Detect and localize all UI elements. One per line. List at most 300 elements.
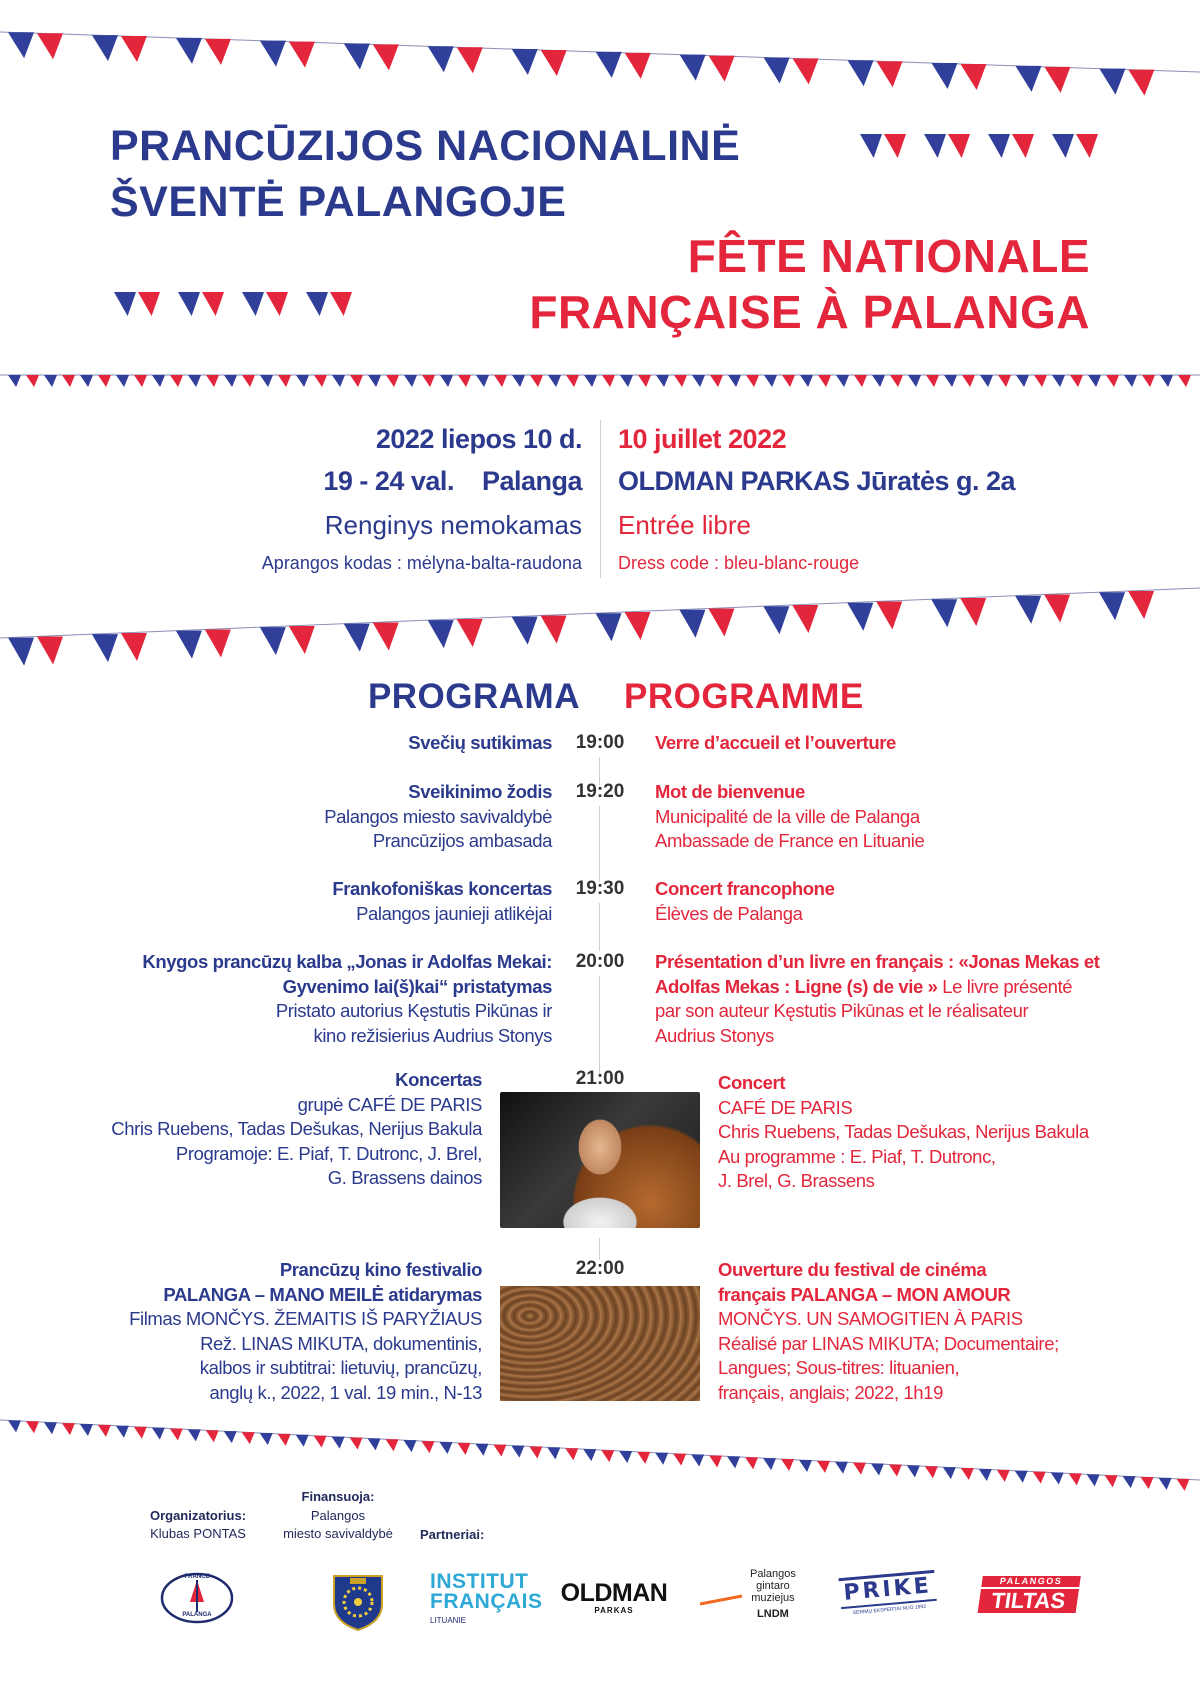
bunting-flag <box>330 292 352 316</box>
bunting-flag <box>691 1455 704 1467</box>
bunting-flag <box>344 624 370 652</box>
event-fr-line: Réalisé par LINAS MIKUTA; Documentaire; <box>718 1332 1059 1354</box>
partners-label: Partneriai: <box>420 1527 485 1542</box>
bunting-flag <box>296 375 309 387</box>
bunting-flag <box>638 375 651 387</box>
event-fr-line: français, anglais; 2022, 1h19 <box>718 1381 943 1403</box>
bunting-flag <box>1034 375 1047 387</box>
event-lt-line: Palangos jaunieji atlikėjai <box>356 902 552 924</box>
event-lt-line: G. Brassens dainos <box>327 1167 482 1188</box>
museum-logo-text <box>750 1568 796 1620</box>
bunting-flag <box>800 375 813 387</box>
bunting-flag <box>871 1464 884 1476</box>
event-fr-title: Présentation d’un livre en français : «Jonas Mekas et <box>655 951 1100 972</box>
bunting-flag <box>529 1446 542 1458</box>
bunting-flag <box>1015 1471 1028 1483</box>
bunting-rope <box>0 32 1200 72</box>
event-lt-block <box>60 1068 482 1191</box>
bunting-flag <box>960 64 986 90</box>
program-heading-lt: PROGRAMA <box>367 677 580 716</box>
institut-francais-logo <box>430 1570 543 1630</box>
institut-logo-line-1: INSTITUT <box>430 1570 529 1593</box>
bunting-flag <box>458 375 471 387</box>
event-lt-title: Knygos prancūzų kalba „Jonas ir Adolfas Mekai: <box>142 951 552 972</box>
funder-line: miesto savivaldybė <box>283 1526 393 1541</box>
info-fr-dress: Dress code : bleu-blanc-rouge <box>618 553 860 573</box>
bunting-flag <box>847 603 873 631</box>
bunting-flag <box>727 1456 740 1468</box>
info-lt-dress: Aprangos kodas : mėlyna-balta-raudona <box>261 553 582 573</box>
event-fr-line: par son auteur Kęstutis Pikūnas et le réalisateur <box>655 1000 1029 1021</box>
bunting-flag <box>948 134 970 158</box>
event-time: 19:30 <box>575 878 625 899</box>
event-time: 20:00 <box>575 951 625 972</box>
bunting-flag <box>80 1424 93 1436</box>
bunting-flag <box>710 375 723 387</box>
oldman-logo-line-1: OLDMAN <box>560 1579 668 1607</box>
bunting-flag <box>709 56 735 82</box>
bunting-flag <box>8 375 21 387</box>
info-fr-date: 10 juillet 2022 <box>618 424 787 454</box>
bunting-flag <box>1177 1479 1190 1491</box>
event-time: 22:00 <box>575 1258 625 1279</box>
bunting-flag <box>8 638 34 666</box>
event-time: 21:00 <box>575 1068 625 1089</box>
event-lt-title: Gyvenimo lai(š)kai“ pristatymas <box>282 975 552 997</box>
bunting-flag <box>961 1468 974 1480</box>
event-lt-line: Programoje: E. Piaf, T. Dutronc, J. Brel, <box>175 1142 482 1164</box>
bunting-flag <box>368 375 381 387</box>
bunting-flag <box>793 58 819 84</box>
bunting-flag <box>8 32 34 58</box>
bunting-flag <box>98 1425 111 1437</box>
bunting-flag <box>1159 1478 1172 1490</box>
event-lt-title: Prancūzų kino festivalio <box>279 1259 482 1280</box>
bunting-flag <box>403 1440 416 1452</box>
bunting-flag <box>854 375 867 387</box>
palangos-tiltas-logo <box>977 1576 1081 1616</box>
bunting-flag <box>962 375 975 387</box>
bunting-flag <box>931 63 957 89</box>
bunting-flag <box>877 61 903 87</box>
bunting-flag <box>386 1439 399 1451</box>
museum-logo-line: muziejus <box>751 1592 795 1604</box>
bunting-flag <box>92 634 118 662</box>
oldman-parkas-logo <box>552 1580 676 1620</box>
bunting-flag <box>679 610 705 638</box>
bunting-flag <box>998 375 1011 387</box>
bunting-flag <box>176 631 202 659</box>
event-fr-line: Élèves de Palanga <box>655 902 803 924</box>
bunting-flag <box>745 1457 758 1469</box>
bunting-flag <box>872 375 885 387</box>
bunting-flag <box>1128 70 1154 96</box>
bunting-flag <box>1128 591 1154 619</box>
bunting-flag <box>625 53 651 79</box>
event-fr-block <box>718 1258 1188 1405</box>
bunting-flag <box>1099 69 1125 95</box>
event-fr-title: Mot de bienvenue <box>655 781 805 802</box>
funder-line: Palangos <box>310 1508 366 1523</box>
bunting-flag <box>853 1463 866 1475</box>
bunting-flag <box>373 44 399 70</box>
bunting-flag <box>889 1464 902 1476</box>
event-lt-line: Prancūzijos ambasada <box>372 830 552 851</box>
bunting-flag <box>350 1437 363 1449</box>
bunting-flag <box>386 375 399 387</box>
bunting-flag <box>439 1442 452 1454</box>
bunting-flag <box>205 39 231 65</box>
bunting-flag <box>1069 1473 1082 1485</box>
bunting-flag <box>728 375 741 387</box>
bunting-flag <box>368 1438 381 1450</box>
bunting-flag <box>764 375 777 387</box>
title-lithuanian <box>110 118 870 230</box>
event-time: 19:20 <box>575 781 625 802</box>
event-lt-title: PALANGA – MANO MEILĖ atidarymas <box>163 1283 482 1305</box>
bunting-flag <box>314 1436 327 1448</box>
bunting-flag <box>997 1470 1010 1482</box>
bunting-flag <box>1015 596 1041 624</box>
event-lt-block <box>60 780 552 854</box>
event-time: 19:00 <box>575 732 625 753</box>
bunting-flag <box>121 633 147 661</box>
bunting-flag <box>278 1434 291 1446</box>
bunting-flag <box>422 375 435 387</box>
bunting-flag <box>494 375 507 387</box>
bunting-flag <box>1044 67 1070 93</box>
bunting-rope <box>0 1420 1200 1480</box>
bunting-flag <box>344 43 370 69</box>
bunting-flag <box>960 598 986 626</box>
bunting-flag <box>332 375 345 387</box>
event-fr-line: Chris Ruebens, Tadas Dešukas, Nerijus Bakula <box>718 1121 1089 1142</box>
bunting-flag <box>511 1446 524 1458</box>
event-fr-title: français PALANGA – MON AMOUR <box>718 1283 1011 1305</box>
event-fr-line: CAFÉ DE PARIS <box>718 1096 853 1118</box>
bunting-flag <box>152 1428 165 1440</box>
title-lt-line-1: PRANCŪZIJOS NACIONALINĖ <box>110 122 741 170</box>
bunting-flag <box>170 1428 183 1440</box>
bunting-flag <box>530 375 543 387</box>
bunting-flag <box>1070 375 1083 387</box>
bunting-flag <box>1124 375 1137 387</box>
bunting-flag <box>1012 134 1034 158</box>
bunting-flag <box>242 375 255 387</box>
info-lt-date: 2022 liepos 10 d. <box>375 424 582 454</box>
event-lt-block <box>60 1258 482 1405</box>
bunting-flag <box>1052 375 1065 387</box>
bunting-flag <box>44 1422 57 1434</box>
bunting-flag <box>708 608 734 636</box>
bunting-flag <box>26 1421 39 1433</box>
bunting-flag <box>260 41 286 67</box>
event-lt-line: Pristato autorius Kęstutis Pikūnas ir <box>275 1000 552 1021</box>
bunting-flag <box>1123 1476 1136 1488</box>
event-lt-block <box>40 950 552 1048</box>
bunting-flag <box>1099 592 1125 620</box>
bunting-flag <box>202 292 224 316</box>
bunting-flag <box>188 1429 201 1441</box>
bunting-flag <box>37 33 63 59</box>
bunting-flag <box>134 1427 147 1439</box>
bunting-flag <box>1141 1477 1154 1489</box>
bunting-flag <box>296 1435 309 1447</box>
funder-label: Finansuoja: <box>301 1489 375 1504</box>
bunting-flag <box>925 1466 938 1478</box>
bunting-flag <box>116 1426 129 1438</box>
bunting-flag <box>746 375 759 387</box>
bunting-flag <box>836 375 849 387</box>
bunting-flag <box>242 1432 255 1444</box>
event-fr-line: Langues; Sous-titres: lituanien, <box>718 1357 960 1378</box>
event-lt-title: Sveikinimo žodis <box>408 781 552 802</box>
bunting-flag <box>1076 134 1098 158</box>
bunting-flag <box>1178 375 1191 387</box>
bunting-flag <box>92 35 118 61</box>
bunting-flag <box>583 1449 596 1461</box>
bunting-flag <box>289 626 315 654</box>
event-fr-block <box>655 780 1175 854</box>
event-lt-title: Koncertas <box>395 1069 482 1090</box>
bunting-flag <box>440 375 453 387</box>
bunting-flag <box>266 292 288 316</box>
amber-museum-logo <box>698 1568 808 1636</box>
bunting-flag <box>1052 134 1074 158</box>
oldman-logo-line-2: PARKAS <box>594 1606 634 1615</box>
bunting-flag <box>596 52 622 78</box>
bunting-flag <box>178 292 200 316</box>
event-fr-line: J. Brel, G. Brassens <box>718 1170 875 1191</box>
info-fr-free: Entrée libre <box>618 510 751 540</box>
event-fr-block <box>655 877 1175 926</box>
event-lt-line: Palangos miesto savivaldybė <box>324 805 552 827</box>
bunting-flag <box>799 1460 812 1472</box>
bunting-flag <box>763 1458 776 1470</box>
bunting-flag <box>541 615 567 643</box>
bunting-flag <box>188 375 201 387</box>
event-fr-line: Audrius Stonys <box>655 1024 774 1046</box>
bunting-flag <box>260 627 286 655</box>
bunting-flag <box>512 375 525 387</box>
bunting-flag <box>782 375 795 387</box>
bunting-flag <box>943 1467 956 1479</box>
bunting-flag <box>656 375 669 387</box>
bunting-flag <box>62 375 75 387</box>
bunting-flag <box>979 1469 992 1481</box>
bunting-flag <box>624 612 650 640</box>
prike-logo-line-1: PRIKE <box>842 1573 933 1606</box>
bunting-flag <box>541 50 567 76</box>
bunting-flag <box>37 636 63 664</box>
info-divider <box>600 420 601 578</box>
bunting-flag <box>547 1447 560 1459</box>
bunting-flag <box>224 375 237 387</box>
event-lt-line: grupė CAFÉ DE PARIS <box>297 1093 482 1115</box>
bunting-flag <box>176 38 202 64</box>
bunting-flag <box>926 375 939 387</box>
event-lt-line: kalbos ir subtitrai: lietuvių, prancūzų, <box>199 1357 482 1378</box>
bunting-flag <box>306 292 328 316</box>
bunting-flag <box>988 134 1010 158</box>
title-fr-line-2: FRANÇAISE À PALANGA <box>529 286 1090 338</box>
bunting-flag <box>114 292 136 316</box>
event-fr-block <box>655 950 1195 1048</box>
museum-logo-line: gintaro <box>756 1580 790 1592</box>
bunting-flag <box>692 375 705 387</box>
event-fr-line: Municipalité de la ville de Palanga <box>655 805 920 827</box>
bunting-flag <box>350 375 363 387</box>
bunting-flag <box>548 375 561 387</box>
bunting-flag <box>1087 1474 1100 1486</box>
bunting-flag <box>512 49 538 75</box>
event-lt-title: Frankofoniškas koncertas <box>332 878 552 899</box>
tiltas-logo-line-2: TILTAS <box>978 1589 1079 1613</box>
event-lt-title: Svečių sutikimas <box>408 732 552 753</box>
bunting-flag <box>566 375 579 387</box>
bunting-flag <box>1106 375 1119 387</box>
bunting-flag <box>512 617 538 645</box>
bunting-flag <box>884 134 906 158</box>
bunting-flag <box>673 1454 686 1466</box>
info-lt-free: Renginys nemokamas <box>324 510 582 540</box>
bunting-flag <box>1015 66 1041 92</box>
bunting-flag <box>404 375 417 387</box>
bunting-flag <box>457 1443 470 1455</box>
bunting-flag <box>170 375 183 387</box>
bunting-flag <box>373 622 399 650</box>
bunting-flag <box>890 375 903 387</box>
event-fr-title: Ouverture du festival de cinéma <box>718 1259 987 1280</box>
bunting-flag <box>206 375 219 387</box>
institut-logo-line-3: LITUANIE <box>430 1616 467 1625</box>
bunting-flag <box>242 292 264 316</box>
museum-logo-line: LNDM <box>757 1608 789 1620</box>
bunting-flag <box>457 47 483 73</box>
timeline-segment <box>599 1238 600 1260</box>
timeline-segment <box>599 976 600 1076</box>
bunting-flag <box>44 375 57 387</box>
bunting-flag <box>206 1430 219 1442</box>
bunting-flag <box>428 46 454 72</box>
bunting-flag <box>792 605 818 633</box>
pontas-logo-bottom-text: PALANGA <box>182 1612 212 1618</box>
title-french <box>470 228 1090 340</box>
prike-logo <box>836 1574 940 1624</box>
info-fr-place: OLDMAN PARKAS Jūratės g. 2a <box>618 466 1016 496</box>
bunting-flag <box>637 1452 650 1464</box>
event-fr-line: MONČYS. UN SAMOGITIEN À PARIS <box>718 1308 1023 1329</box>
bunting-flag <box>121 36 147 62</box>
palanga-coat-of-arms <box>330 1570 386 1632</box>
bunting-flag <box>1142 375 1155 387</box>
event-fr-title: Concert francophone <box>655 878 835 899</box>
museum-logo-line: Palangos <box>750 1568 796 1580</box>
title-fr-line-1: FÊTE NATIONALE <box>687 230 1090 282</box>
bunting-flag <box>781 1459 794 1471</box>
bunting-flag <box>980 375 993 387</box>
event-fr-title: Concert <box>718 1072 786 1093</box>
organizer-label: Organizatorius: <box>149 1508 247 1523</box>
bunting-flag <box>476 375 489 387</box>
timeline-segment <box>599 903 600 951</box>
bunting-flag <box>260 1433 273 1445</box>
concert-photo <box>500 1092 700 1228</box>
bunting-flag <box>152 375 165 387</box>
bunting-flag <box>619 1451 632 1463</box>
bunting-flag <box>907 1465 920 1477</box>
timeline-segment <box>599 806 600 882</box>
bunting-flag <box>565 1448 578 1460</box>
info-lt-time-place: 19 - 24 val. Palanga <box>323 466 582 496</box>
film-photo <box>500 1286 700 1401</box>
event-lt-block <box>60 877 552 926</box>
bunting-flag <box>1105 1475 1118 1487</box>
bunting-flag <box>62 1423 75 1435</box>
bunting-flag <box>289 42 315 68</box>
bunting-flag <box>764 57 790 83</box>
funder-block <box>268 1489 408 1541</box>
event-lt-line: kino režisierius Audrius Stonys <box>313 1024 552 1046</box>
bunting-flag <box>457 619 483 647</box>
bunting-flag <box>475 1444 488 1456</box>
bunting-flag <box>584 375 597 387</box>
bunting-flag <box>116 375 129 387</box>
bunting-flag <box>944 375 957 387</box>
title-lt-line-2: ŠVENTĖ PALANGOJE <box>110 178 567 226</box>
bunting-flag <box>876 601 902 629</box>
bunting-flag <box>1160 375 1173 387</box>
bunting-flag <box>8 1420 21 1432</box>
bunting-flag <box>493 1445 506 1457</box>
bunting-flag <box>260 375 273 387</box>
bunting-flag <box>620 375 633 387</box>
pontas-logo-top-text: FRANCE <box>184 1574 210 1580</box>
bunting-flag <box>655 1453 668 1465</box>
bunting-flag <box>332 1437 345 1449</box>
bunting-flag <box>680 55 706 81</box>
tiltas-logo-line-1: PALANGOS <box>981 1576 1081 1587</box>
event-lt-line: Chris Ruebens, Tadas Dešukas, Nerijus Bakula <box>111 1118 482 1139</box>
bunting-flag <box>818 375 831 387</box>
bunting-flag <box>674 375 687 387</box>
bunting-flag <box>421 1441 434 1453</box>
bunting-flag <box>931 599 957 627</box>
bunting-flag <box>835 1462 848 1474</box>
program-heading-fr: PROGRAMME <box>624 677 864 716</box>
bunting-flag <box>80 375 93 387</box>
event-lt-line: Rež. LINAS MIKUTA, dokumentinis, <box>200 1332 482 1354</box>
bunting-flag <box>134 375 147 387</box>
event-fr-block <box>718 1071 1188 1194</box>
bunting-flag <box>709 1455 722 1467</box>
event-fr-line: Ambassade de France en Lituanie <box>655 830 925 851</box>
organizer-name: Klubas PONTAS <box>150 1526 246 1541</box>
bunting-flag <box>817 1461 830 1473</box>
bunting-flag <box>314 375 327 387</box>
bunting-flag <box>224 1431 237 1443</box>
bunting-flag <box>848 60 874 86</box>
bunting-flag <box>924 134 946 158</box>
event-fr-line: Le livre présenté <box>937 975 1073 997</box>
bunting-flag <box>205 629 231 657</box>
bunting-flag <box>1033 1472 1046 1484</box>
bunting-flag <box>1044 594 1070 622</box>
bunting-flag <box>1016 375 1029 387</box>
bunting-flag <box>428 620 454 648</box>
bunting-rope <box>0 588 1200 638</box>
event-lt-line: Filmas MONČYS. ŽEMAITIS IŠ PARYŽIAUS <box>129 1308 482 1329</box>
